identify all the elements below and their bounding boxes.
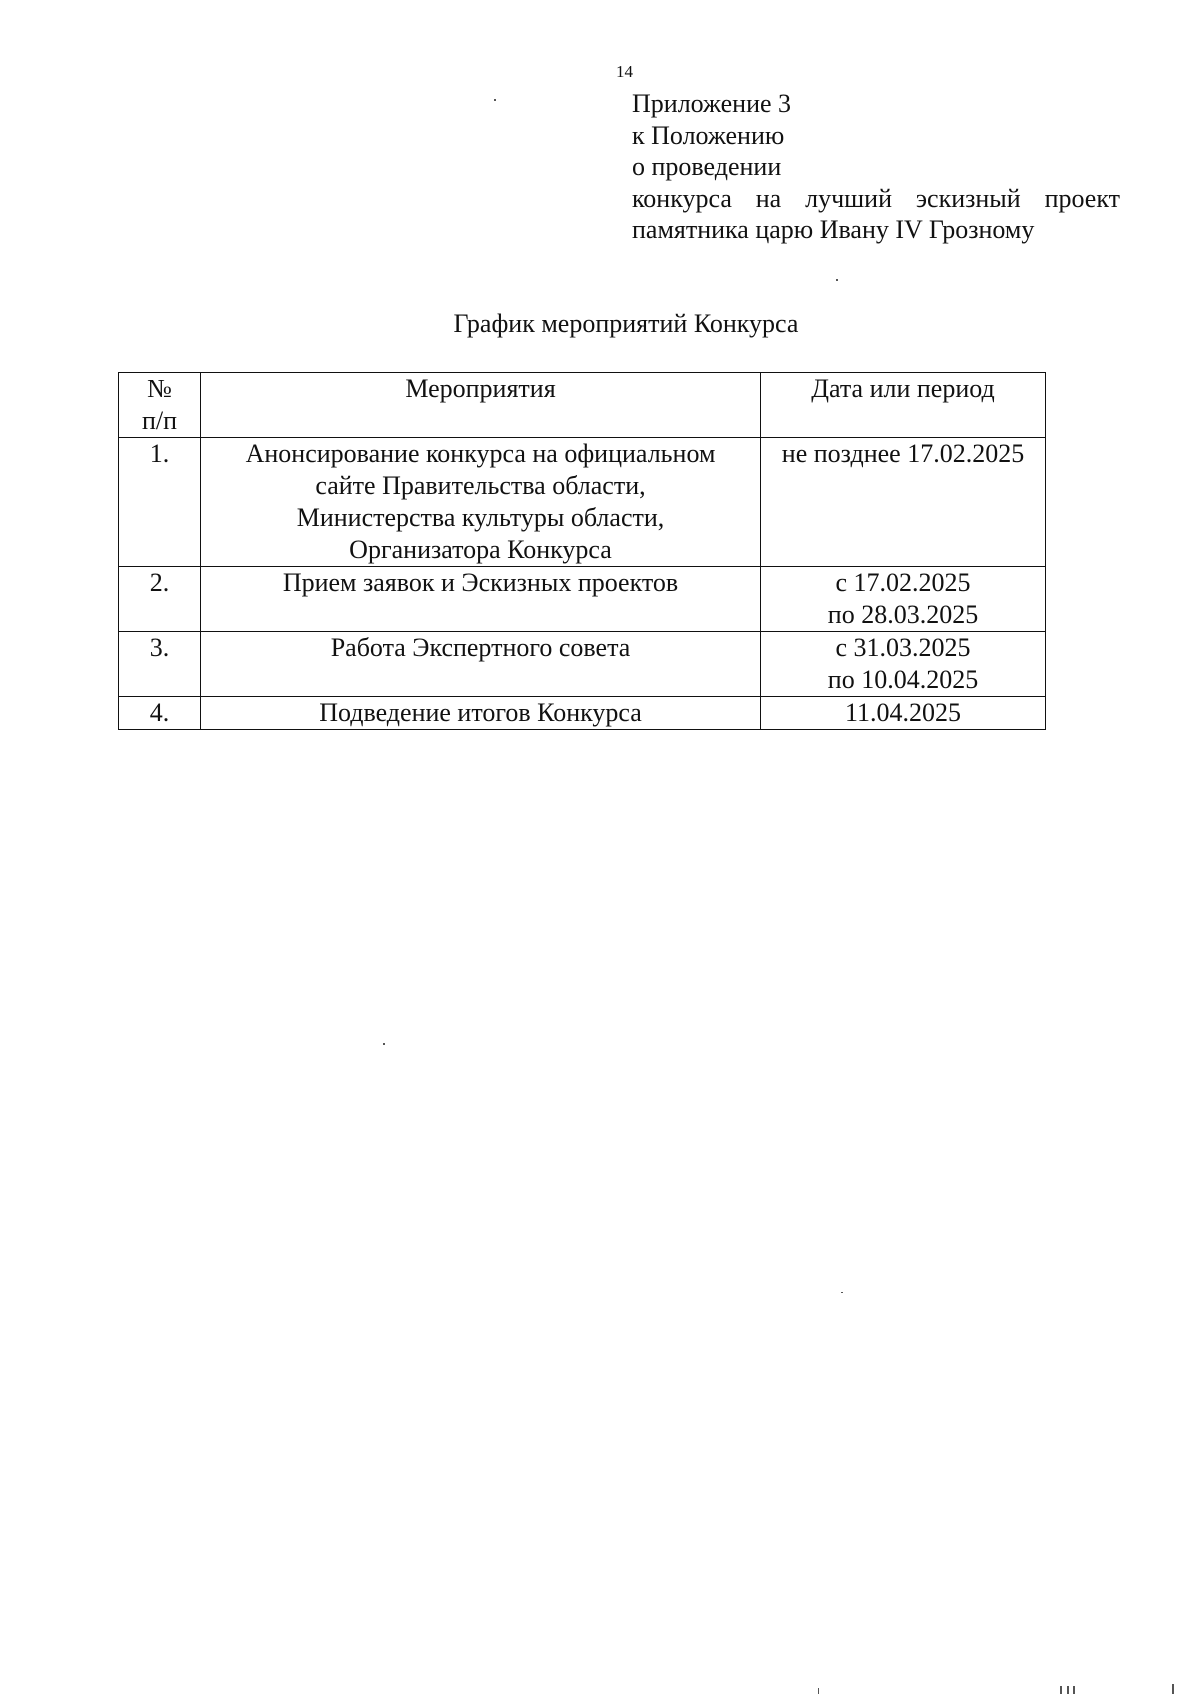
date-line: с 17.02.2025 <box>835 568 971 597</box>
appendix-line: к Положению <box>632 120 785 150</box>
scan-speck <box>494 99 496 101</box>
scan-speck <box>836 279 838 281</box>
row-event <box>201 697 761 730</box>
scan-speck <box>1067 1686 1069 1694</box>
event-line: Прием заявок и Эскизных проектов <box>282 568 679 597</box>
row-event <box>201 632 761 697</box>
scan-speck <box>818 1688 819 1694</box>
scan-speck <box>383 1043 385 1045</box>
schedule-table <box>118 372 1046 730</box>
row-number: 3. <box>119 632 201 697</box>
header-date: Дата или период <box>761 373 1046 438</box>
scan-speck <box>1060 1686 1062 1694</box>
event-line: Подведение итогов Конкурса <box>319 698 642 727</box>
appendix-line: Приложение 3 <box>632 89 792 118</box>
row-date <box>761 632 1046 697</box>
document-title: График мероприятий Конкурса <box>453 309 799 338</box>
date-line: с 31.03.2025 <box>835 633 971 662</box>
date-line: не позднее 17.02.2025 <box>781 439 1025 468</box>
row-number: 2. <box>119 567 201 632</box>
row-number: 4. <box>119 697 201 730</box>
row-event <box>201 567 761 632</box>
event-line: Анонсирование конкурса на официальном <box>245 439 716 468</box>
table-header-row <box>119 373 1046 438</box>
scan-speck <box>1073 1686 1075 1694</box>
appendix-line: памятника царю Ивану IV Грозному <box>632 215 1035 244</box>
row-date <box>761 697 1046 730</box>
event-line: Работа Экспертного совета <box>330 633 631 662</box>
row-date <box>761 438 1046 567</box>
date-line: по 28.03.2025 <box>827 600 979 629</box>
header-number-line: № <box>147 374 172 403</box>
scan-speck <box>841 1292 843 1293</box>
header-number-line: п/п <box>141 406 178 435</box>
row-event <box>201 438 761 567</box>
header-number <box>119 373 201 438</box>
table-row <box>119 438 1046 567</box>
event-line: Организатора Конкурса <box>349 535 612 564</box>
table-row <box>119 697 1046 730</box>
appendix-line: конкурса на лучший эскизный проект <box>632 183 1120 213</box>
header-event: Мероприятия <box>201 373 761 438</box>
scan-speck <box>1172 1684 1174 1694</box>
row-date <box>761 567 1046 632</box>
page-number: 14 <box>616 62 633 81</box>
event-line: сайте Правительства области, <box>315 471 646 500</box>
date-line: 11.04.2025 <box>844 698 962 727</box>
appendix-header <box>632 88 1120 246</box>
event-line: Министерства культуры области, <box>296 503 665 532</box>
table-row <box>119 567 1046 632</box>
date-line: по 10.04.2025 <box>827 665 979 694</box>
row-number: 1. <box>119 438 201 567</box>
table-row <box>119 632 1046 697</box>
appendix-line: о проведении <box>632 152 782 181</box>
